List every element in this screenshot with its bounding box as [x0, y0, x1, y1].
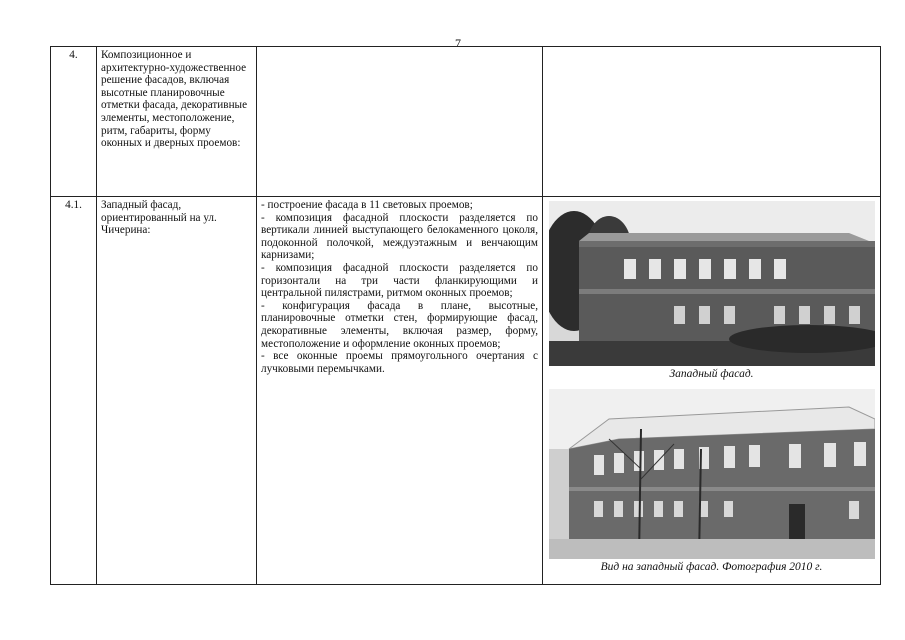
row-title: Композиционное и архитектурно-художественное решение фасадов, включая высотные планировочные отметки фасада, декоративные элементы, местоположение, ритм, габариты, форму оконных и дверных проемов: — [97, 47, 257, 197]
row-number: 4.1. — [51, 197, 97, 585]
photo-caption: Вид на западный фасад. Фотография 2010 г. — [600, 560, 823, 573]
facade-description — [257, 197, 543, 585]
table-row — [51, 47, 881, 197]
empty-cell — [543, 47, 881, 197]
description-item: - конфигурация фасада в плане, высотные, планировочные отметки стен, формирующие фасад, декоративные элементы, включая размер, форму, местоположение и оформление оконных проемов; — [261, 299, 538, 350]
empty-cell — [257, 47, 543, 197]
facade-table — [50, 46, 881, 585]
description-item: - все оконные проемы прямоугольного очертания с лучковыми перемычками. — [261, 350, 538, 375]
table-row — [51, 197, 881, 585]
description-item: - композиция фасадной плоскости разделяется по вертикали линией выступающего белокаменного цоколя, подоконной полочкой, междуэтажным и венчающим карнизами; — [261, 211, 538, 262]
photos-cell — [543, 197, 881, 585]
row-title: Западный фасад, ориентированный на ул. Чичерина: — [97, 197, 257, 585]
description-item: - построение фасада в 11 световых проемов; — [261, 199, 473, 211]
description-item: - композиция фасадной плоскости разделяется по горизонтали на три части фланкирующими и центральной пилястрами, ритмом оконных проемов; — [261, 261, 538, 300]
west-facade-2010-photo — [549, 389, 875, 559]
row-number: 4. — [51, 47, 97, 197]
photo-caption: Западный фасад. — [669, 368, 754, 380]
page-number: 7 — [455, 36, 461, 50]
west-facade-photo — [549, 201, 875, 366]
